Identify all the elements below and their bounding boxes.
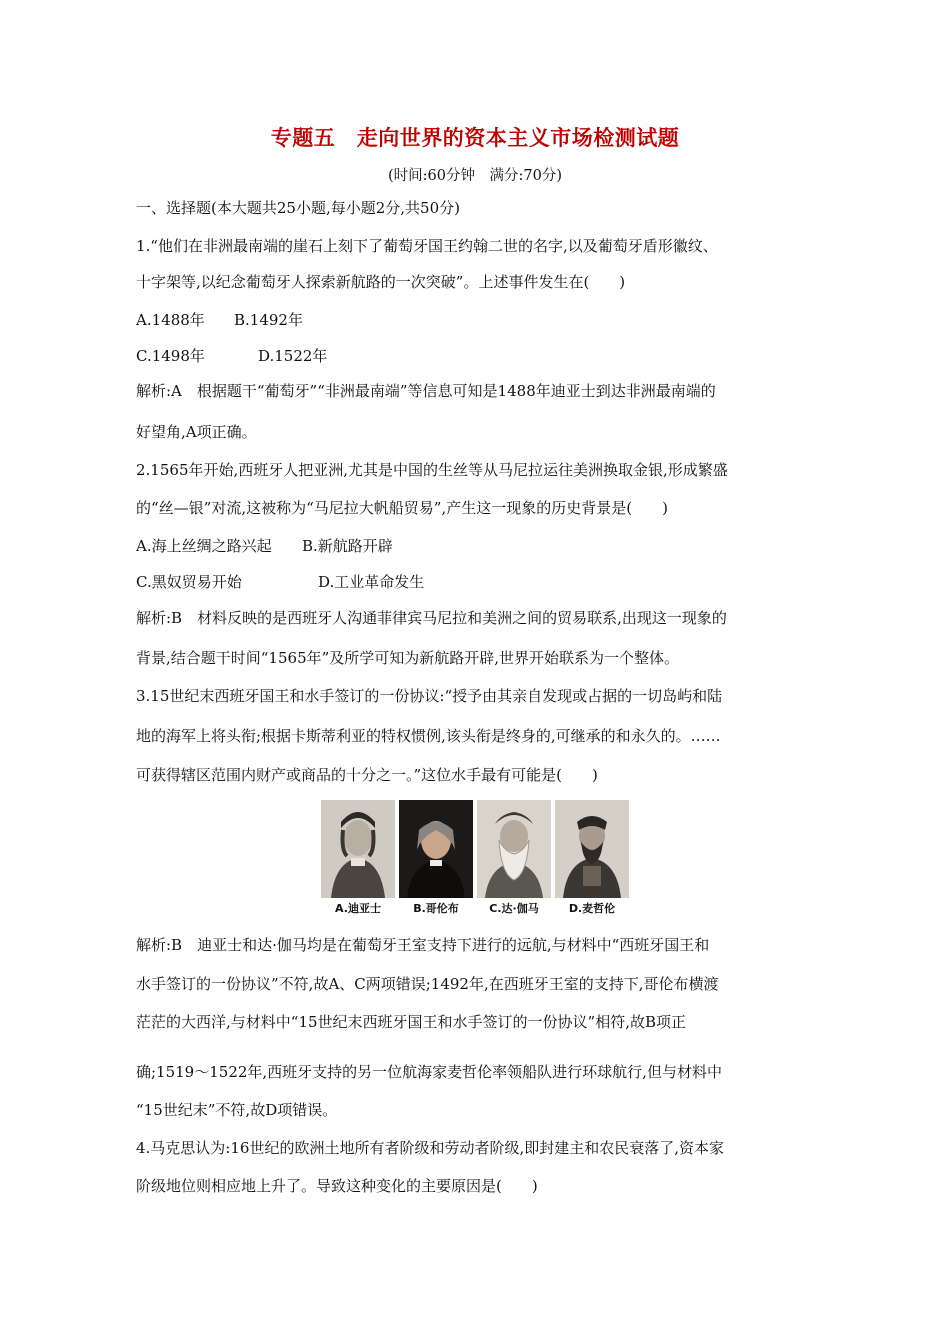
portrait-da-gama [477, 800, 551, 918]
q3-analysis-line3: 茫茫的大西洋,与材料中“15世纪末西班牙国王和水手签订的一份协议”相符,故B项正 [136, 1013, 686, 1031]
q2-stem-line2: 的“丝—银”对流,这被称为“马尼拉大帆船贸易”,产生这一现象的历史背景是( ) [136, 499, 668, 517]
q1-analysis-line1: 解析:A 根据题干“葡萄牙”“非洲最南端”等信息可知是1488年迪亚士到达非洲最南端的 [136, 382, 716, 400]
q3-analysis-line2: 水手签订的一份协议”不符,故A、C两项错误;1492年,在西班牙王室的支持下,哥伦布横渡 [136, 975, 719, 993]
portrait-columbus-image [399, 800, 473, 898]
q1-stem-line1: 1.“他们在非洲最南端的崖石上刻下了葡萄牙国王约翰二世的名字,以及葡萄牙盾形徽纹、 [136, 237, 718, 255]
q1-option-b: B.1492年 [234, 311, 303, 329]
explorer-portraits [321, 800, 630, 918]
portrait-columbus [399, 800, 473, 918]
q2-analysis-line2: 背景,结合题干时间“1565年”及所学可知为新航路开辟,世界开始联系为一个整体。 [136, 649, 680, 667]
q2-stem-line1: 2.1565年开始,西班牙人把亚洲,尤其是中国的生丝等从马尼拉运往美洲换取金银,形成繁盛 [136, 461, 728, 479]
q2-option-a: A.海上丝绸之路兴起 [136, 537, 272, 555]
portrait-da-gama-image [477, 800, 551, 898]
q1-analysis-line2: 好望角,A项正确。 [136, 423, 257, 441]
q2-analysis-line1: 解析:B 材料反映的是西班牙人沟通菲律宾马尼拉和美洲之间的贸易联系,出现这一现象的 [136, 609, 727, 627]
q4-stem-line2: 阶级地位则相应地上升了。导致这种变化的主要原因是( ) [136, 1177, 538, 1195]
q2-option-b: B.新航路开辟 [302, 537, 393, 555]
caption-d: D.麦哲伦 [568, 902, 616, 915]
exam-time-info: (时间:60分钟 满分:70分) [388, 168, 562, 184]
portrait-dias-image [321, 800, 395, 898]
q1-option-d: D.1522年 [258, 347, 328, 365]
q2-option-c: C.黑奴贸易开始 [136, 573, 242, 591]
q1-stem-line2: 十字架等,以纪念葡萄牙人探索新航路的一次突破”。上述事件发生在( ) [136, 273, 626, 291]
q3-stem-line3: 可获得辖区范围内财产或商品的十分之一。”这位水手最有可能是( ) [136, 766, 598, 784]
portrait-magellan-image [555, 800, 629, 898]
q3-analysis-line1: 解析:B 迪亚士和达·伽马均是在葡萄牙王室支持下进行的远航,与材料中“西班牙国王和 [136, 936, 710, 954]
q4-stem-line1: 4.马克思认为:16世纪的欧洲土地所有者阶级和劳动者阶级,即封建主和农民衰落了,资本家 [136, 1139, 724, 1157]
section-heading: 一、选择题(本大题共25小题,每小题2分,共50分) [136, 199, 460, 217]
q3-analysis-line4: 确;1519～1522年,西班牙支持的另一位航海家麦哲伦率领船队进行环球航行,但与材料中 [136, 1063, 722, 1081]
caption-a: A.迪亚士 [335, 902, 381, 915]
q1-option-a: A.1488年 [136, 311, 205, 329]
portrait-dias [321, 800, 395, 918]
q2-option-d: D.工业革命发生 [318, 573, 425, 591]
q3-analysis-line5: “15世纪末”不符,故D项错误。 [136, 1101, 338, 1119]
page-title: 专题五 走向世界的资本主义市场检测试题 [270, 126, 680, 150]
caption-c: C.达·伽马 [489, 902, 539, 915]
q3-stem-line1: 3.15世纪末西班牙国王和水手签订的一份协议:“授予由其亲自发现或占据的一切岛屿和陆 [136, 687, 723, 705]
portrait-magellan [555, 800, 629, 918]
caption-b: B.哥伦布 [413, 902, 459, 915]
q3-stem-line2: 地的海军上将头衔;根据卡斯蒂利亚的特权惯例,该头衔是终身的,可继承的和永久的。…… [136, 727, 721, 745]
q1-option-c: C.1498年 [136, 347, 205, 365]
